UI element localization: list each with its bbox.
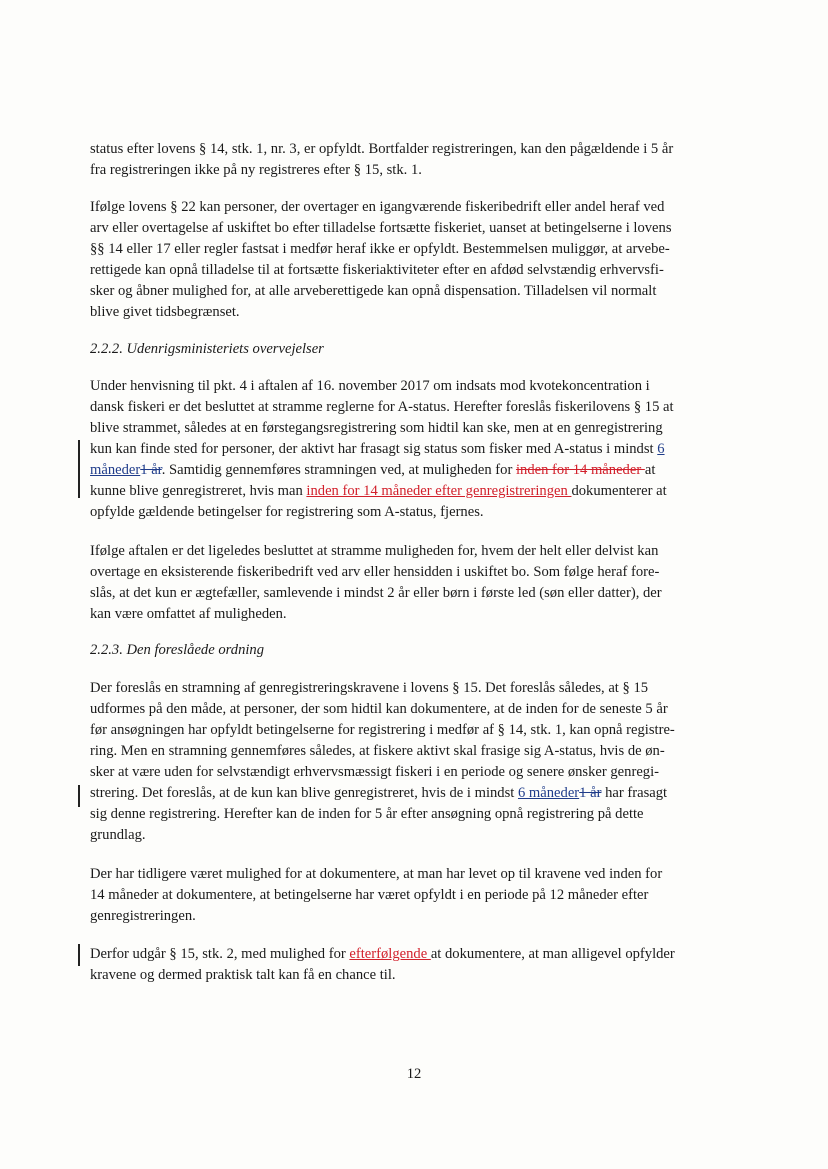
text-line: Ifølge lovens § 22 kan personer, der overtager en igangværende fiskeribedrift eller andel heraf ved: [90, 199, 665, 215]
text-line: dansk fiskeri er det besluttet at stramme reglerne for A-status. Herefter foreslås fiskerilovens § 15 at: [90, 399, 674, 415]
text-line: sker og åbner mulighed for, at alle arveberettigede kan opnå dispensation. Tilladelsen vil normalt: [90, 283, 657, 299]
text-line: udformes på den måde, at personer, der som hidtil kan dokumentere, at de inden for de seneste 5 år: [90, 701, 668, 717]
text-line: [90, 439, 740, 460]
deleted-text: inden for 14 måneder: [515, 462, 645, 478]
text-line: 14 måneder at dokumentere, at betingelserne har været opfyldt i en periode på 12 måneder efter: [90, 887, 649, 903]
text-line: kan være omfattet af muligheden.: [90, 606, 287, 622]
heading-text: 2.2.2. Udenrigsministeriets overvejelser: [90, 341, 324, 357]
text-line: sker at være uden for selvstændigt erhvervsmæssigt fiskeri i en periode og senere ønsker genregi-: [90, 764, 660, 780]
text-line: status efter lovens § 14, stk. 1, nr. 3, er opfyldt. Bortfalder registreringen, kan den pågældende i 5 år: [90, 141, 674, 157]
inserted-text: 6: [657, 441, 665, 457]
text-line: opfylde gældende betingelser for registrering som A-status, fjernes.: [90, 504, 484, 520]
text-run: at dokumentere, at man alligevel opfylder: [430, 946, 675, 962]
text-line: rettigede kan opnå tilladelse til at fortsætte fiskeriaktiviteter efter en afdød selvstændig erhvervsfi-: [90, 262, 664, 278]
text-run: kun kan finde sted for personer, der aktivt har frasagt sig status som fisker med A-status i mindst: [90, 441, 658, 457]
inserted-text: efterfølgende: [349, 946, 431, 962]
text-line: [90, 460, 740, 481]
paragraph-proposed-scheme: [90, 678, 740, 846]
text-line: Ifølge aftalen er det ligeledes besluttet at stramme muligheden for, hvem der helt eller delvist kan: [90, 543, 659, 559]
text-run: dokumenterer at: [571, 483, 667, 499]
text-run: kunne blive genregistreret, hvis man: [90, 483, 307, 499]
page-number: 12: [406, 1066, 422, 1082]
text-line: Under henvisning til pkt. 4 i aftalen af 16. november 2017 om indsats mod kvotekoncentration i: [90, 378, 650, 394]
text-line: blive strammet, således at en førstegangsregistrering som hidtil kan ske, men at en genregistrering: [90, 420, 663, 436]
text-run: har frasagt: [601, 785, 668, 801]
text-line: slås, at det kun er ægtefæller, samlevende i mindst 2 år eller børn i første led (søn eller datter), der: [90, 585, 662, 601]
text-line: arv eller overtagelse af uskiftet bo efter tilladelse fortsætte fiskeriet, uanset at betingelserne i lovens: [90, 220, 672, 236]
section-heading: [90, 640, 740, 661]
paragraph-status: [90, 139, 740, 181]
inserted-text: 6 måneder: [517, 785, 580, 801]
deleted-text: 1 år: [140, 462, 162, 478]
text-line: §§ 14 eller 17 eller regler fastsat i medfør heraf ikke er opfyldt. Bestemmelsen muliggør, at arvebe-: [90, 241, 670, 257]
text-line: kravene og dermed praktisk talt kan få en chance til.: [90, 967, 396, 983]
change-bar: [78, 785, 80, 807]
text-run: Derfor udgår § 15, stk. 2, med mulighed for: [90, 946, 350, 962]
text-line: Der har tidligere været mulighed for at dokumentere, at man har levet op til kravene ved inden for: [90, 866, 663, 882]
text-line: blive givet tidsbegrænset.: [90, 304, 240, 320]
inserted-text: inden for 14 måneder efter genregistreringen: [306, 483, 572, 499]
change-bar: [78, 944, 80, 966]
paragraph-conclusion: [90, 944, 740, 986]
deleted-text: 1 år: [579, 785, 602, 801]
text-line: sig denne registrering. Herefter kan de inden for 5 år efter ansøgning opnå registrering på dette: [90, 806, 644, 822]
text-line: overtage en eksisterende fiskeribedrift ved arv eller hensidden i uskiftet bo. Som følge heraf fore-: [90, 564, 660, 580]
text-line: grundlag.: [90, 827, 146, 843]
text-line: ring. Men en stramning gennemføres således, at fiskere aktivt skal frasige sig A-status, hvis de øn-: [90, 743, 665, 759]
text-line: fra registreringen ikke på ny registreres efter § 15, stk. 1.: [90, 162, 422, 178]
text-line: genregistreringen.: [90, 908, 196, 924]
section-heading: [90, 339, 740, 360]
inserted-text: måneder: [90, 462, 141, 478]
paragraph-inheritance: [90, 541, 740, 625]
paragraph-previous: [90, 864, 740, 927]
text-run: . Samtidig gennemføres stramningen ved, at muligheden for: [161, 462, 516, 478]
heading-text: 2.2.3. Den foreslåede ordning: [90, 642, 265, 658]
text-run: strering. Det foreslås, at de kun kan blive genregistreret, hvis de i mindst: [90, 785, 518, 801]
text-line: før ansøgningen har opfyldt betingelserne for registrering i medfør af § 14, stk. 1, kan opnå registre-: [90, 722, 675, 738]
text-line: Der foreslås en stramning af genregistreringskravene i lovens § 15. Det foreslås således, at § 15: [90, 680, 649, 696]
change-bar: [78, 440, 80, 498]
paragraph-considerations: [90, 376, 740, 523]
text-line: [90, 944, 740, 965]
text-line: [90, 783, 740, 804]
text-line: [90, 481, 740, 502]
text-run: at: [644, 462, 656, 478]
paragraph-section-22: [90, 197, 740, 323]
